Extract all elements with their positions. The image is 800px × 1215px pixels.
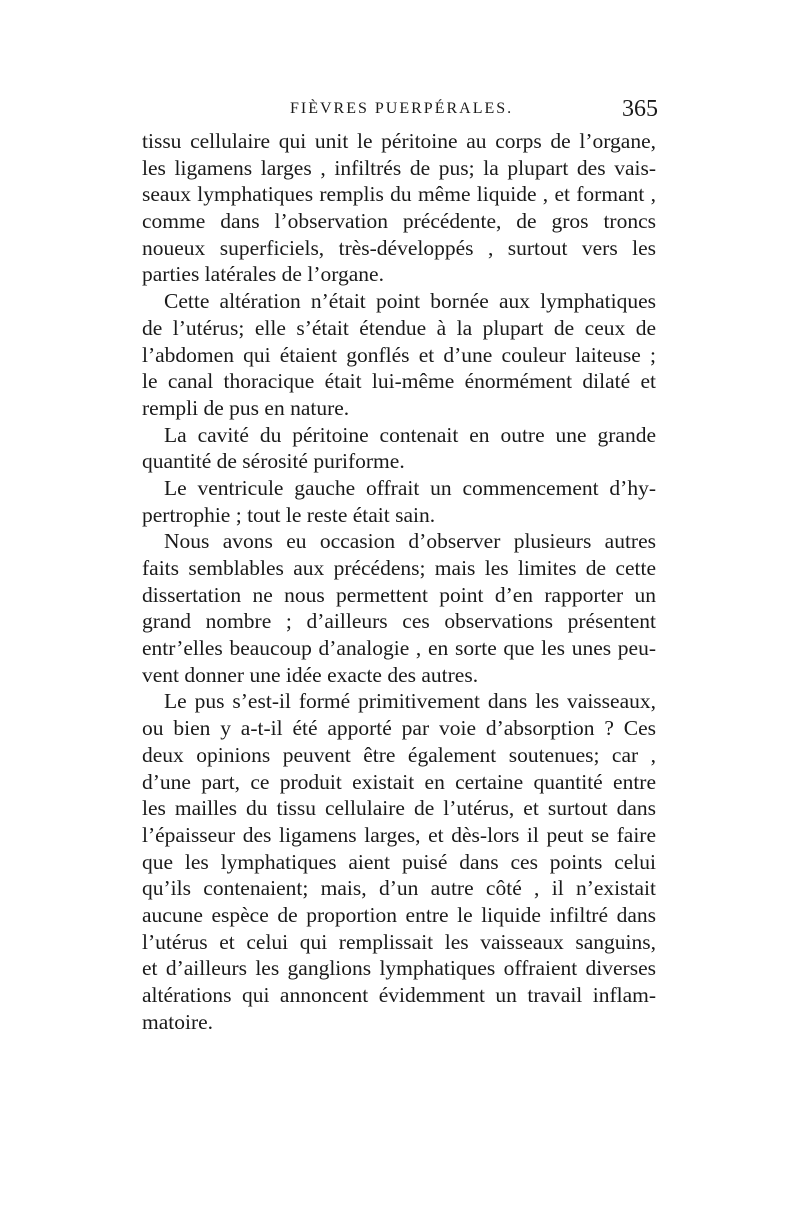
running-head <box>138 96 658 126</box>
text-line: noueux superficiels, très-développés , surtout vers les <box>142 235 656 260</box>
text-line: grand nombre ; d’ailleurs ces observations présentent <box>142 609 656 634</box>
text-line: d’une part, ce produit existait en certaine quantité entre <box>142 769 656 794</box>
text-line: entr’elles beaucoup d’analogie , en sorte que les unes peu- <box>142 636 656 661</box>
text-line: que les lymphatiques aient puisé dans ces points celui <box>142 849 656 874</box>
text-line: tissu cellulaire qui unit le péritoine au corps de l’organe, <box>142 129 656 153</box>
text-line: altérations qui annoncent évidemment un travail inflam- <box>142 983 656 1007</box>
text-line: Cette altération n’était point bornée aux lymphatiques <box>164 289 656 314</box>
text-line: l’épaisseur des ligamens larges, et dès-lors il peut se faire <box>142 822 656 847</box>
text-line: faits semblables aux précédens; mais les limites de cette <box>142 556 656 580</box>
text-line: quantité de sérosité puriforme. <box>142 449 405 474</box>
text-line: Nous avons eu occasion d’observer plusieurs autres <box>164 529 656 554</box>
text-line: qu’ils contenaient; mais, d’un autre côté , il n’existait <box>142 876 656 901</box>
text-line: matoire. <box>142 1009 214 1034</box>
text-line: seaux lymphatiques remplis du même liquide , et formant , <box>142 182 656 207</box>
text-line: aucune espèce de proportion entre le liquide infiltré dans <box>142 902 656 927</box>
text-line: vent donner une idée exacte des autres. <box>142 662 479 687</box>
text-line: et d’ailleurs les ganglions lymphatiques offraient diverses <box>142 956 656 981</box>
text-line: les ligamens larges , infiltrés de pus; la plupart des vais- <box>142 155 656 180</box>
text-line: le canal thoracique était lui-même énormément dilaté et <box>142 369 656 394</box>
text-line: pertrophie ; tout le reste était sain. <box>142 502 436 527</box>
text-line: ou bien y a-t-il été apporté par voie d’absorption ? Ces <box>142 716 656 741</box>
text-line: les mailles du tissu cellulaire de l’utérus, et surtout dans <box>142 796 656 821</box>
text-line: dissertation ne nous permettent point d’en rapporter un <box>142 582 656 607</box>
text-line: Le pus s’est-il formé primitivement dans les vaisseaux, <box>164 689 656 714</box>
text-line: La cavité du péritoine contenait en outre une grande <box>164 422 656 447</box>
running-title: FIÈVRES PUERPÉRALES. <box>290 100 514 117</box>
text-line: de l’utérus; elle s’était étendue à la plupart de ceux de <box>142 315 656 340</box>
body-text <box>142 128 656 1035</box>
text-line: l’utérus et celui qui remplissait les vaisseaux sanguins, <box>142 929 656 954</box>
text-line: Le ventricule gauche offrait un commencement d’hy- <box>164 475 656 500</box>
text-line: parties latérales de l’organe. <box>142 262 384 287</box>
page-number: 365 <box>622 96 658 122</box>
text-line: comme dans l’observation précédente, de gros troncs <box>142 209 656 234</box>
text-line: rempli de pus en nature. <box>142 395 350 420</box>
text-line: deux opinions peuvent être également soutenues; car , <box>142 742 656 767</box>
text-line: l’abdomen qui étaient gonflés et d’une couleur laiteuse ; <box>142 342 656 367</box>
